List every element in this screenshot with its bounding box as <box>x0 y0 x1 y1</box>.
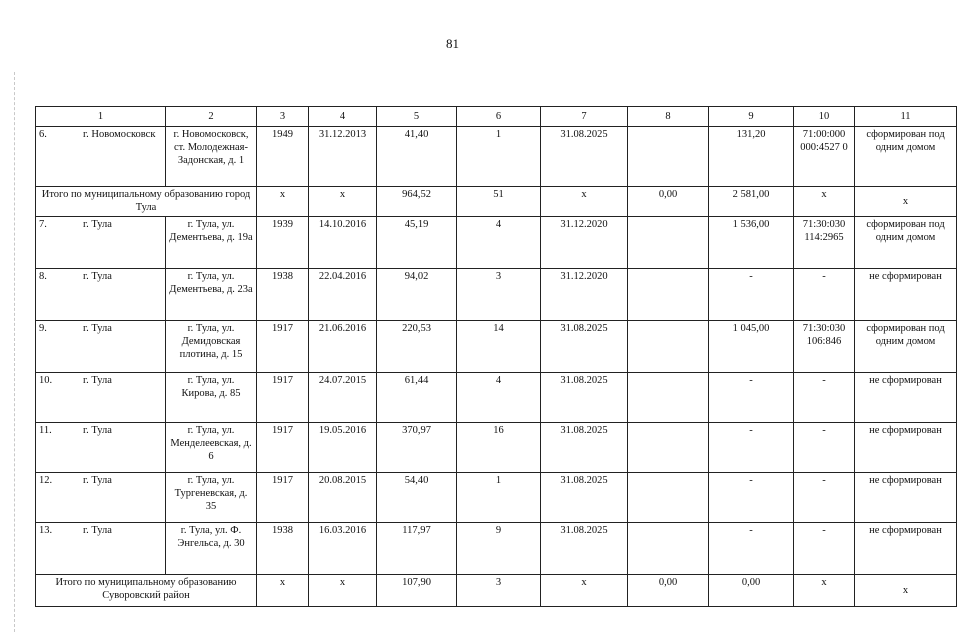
row-number: 8. <box>39 271 47 282</box>
residents-cell: 3 <box>457 269 541 321</box>
year-cell: 1917 <box>257 321 309 373</box>
cadastral-number-cell: - <box>794 423 855 473</box>
year-cell: 1939 <box>257 217 309 269</box>
deadline-cell: 31.08.2025 <box>541 523 628 575</box>
year-cell: 1938 <box>257 523 309 575</box>
year-cell: 1917 <box>257 373 309 423</box>
total-row <box>36 187 957 217</box>
deadline-cell: 31.08.2025 <box>541 127 628 187</box>
address-cell: г. Тула, ул. Менделеевская, д. 6 <box>166 423 257 473</box>
cadastral-number-cell: 71:30:030 106:846 <box>794 321 855 373</box>
housing-register-table <box>35 106 957 607</box>
year-cell: x <box>257 575 309 607</box>
residents-cell: 1 <box>457 127 541 187</box>
municipality-name: г. Тула <box>83 475 112 486</box>
area-cell: 220,53 <box>377 321 457 373</box>
status-cell: не сформирован <box>855 269 957 321</box>
cadastral-number-cell: x <box>794 187 855 217</box>
table-row <box>36 523 957 575</box>
year-cell: 1917 <box>257 473 309 523</box>
column-8-cell <box>628 373 709 423</box>
table-row <box>36 321 957 373</box>
area-cell: 964,52 <box>377 187 457 217</box>
column-9-cell: - <box>709 473 794 523</box>
table-row <box>36 269 957 321</box>
status-cell: не сформирован <box>855 373 957 423</box>
row-number-and-municipality <box>36 269 166 321</box>
residents-cell: 14 <box>457 321 541 373</box>
column-8-cell: 0,00 <box>628 187 709 217</box>
row-number: 11. <box>39 425 52 436</box>
address-cell: г. Новомосковск, ст. Молодежная-Задонская, д. 1 <box>166 127 257 187</box>
residents-cell: 1 <box>457 473 541 523</box>
row-number: 6. <box>39 129 47 140</box>
total-row <box>36 575 957 607</box>
date-cell: 16.03.2016 <box>309 523 377 575</box>
column-9-cell: 1 536,00 <box>709 217 794 269</box>
column-8-cell <box>628 523 709 575</box>
status-cell: не сформирован <box>855 423 957 473</box>
address-cell: г. Тула, ул. Дементьева, д. 19а <box>166 217 257 269</box>
column-header: 2 <box>166 107 257 127</box>
row-number: 7. <box>39 219 47 230</box>
page-number: 81 <box>446 36 459 51</box>
cadastral-number-cell: 71:00:000 000:4527 0 <box>794 127 855 187</box>
area-cell: 117,97 <box>377 523 457 575</box>
municipality-name: г. Тула <box>83 219 112 230</box>
address-cell: г. Тула, ул. Тургеневская, д. 35 <box>166 473 257 523</box>
residents-cell: 4 <box>457 217 541 269</box>
column-header: 5 <box>377 107 457 127</box>
status-cell: x <box>855 187 957 217</box>
column-9-cell: - <box>709 373 794 423</box>
cadastral-number-cell: - <box>794 373 855 423</box>
status-cell: сформирован под одним домом <box>855 127 957 187</box>
residents-cell: 4 <box>457 373 541 423</box>
cadastral-number-cell: 71:30:030 114:2965 <box>794 217 855 269</box>
deadline-cell: 31.08.2025 <box>541 423 628 473</box>
row-number-and-municipality <box>36 473 166 523</box>
column-9-cell: 0,00 <box>709 575 794 607</box>
date-cell: 20.08.2015 <box>309 473 377 523</box>
year-cell: 1938 <box>257 269 309 321</box>
year-cell: 1917 <box>257 423 309 473</box>
row-number: 12. <box>39 475 53 486</box>
column-8-cell: 0,00 <box>628 575 709 607</box>
column-header: 1 <box>36 107 166 127</box>
residents-cell: 3 <box>457 575 541 607</box>
column-8-cell <box>628 473 709 523</box>
column-header: 7 <box>541 107 628 127</box>
table-row <box>36 423 957 473</box>
deadline-cell: x <box>541 187 628 217</box>
table-row <box>36 127 957 187</box>
column-9-cell: 131,20 <box>709 127 794 187</box>
area-cell: 370,97 <box>377 423 457 473</box>
deadline-cell: 31.08.2025 <box>541 321 628 373</box>
area-cell: 41,40 <box>377 127 457 187</box>
cadastral-number-cell: - <box>794 473 855 523</box>
row-number-and-municipality <box>36 217 166 269</box>
address-cell: г. Тула, ул. Дементьева, д. 23а <box>166 269 257 321</box>
column-header: 11 <box>855 107 957 127</box>
row-number: 9. <box>39 323 47 334</box>
status-cell: сформирован под одним домом <box>855 321 957 373</box>
year-cell: 1949 <box>257 127 309 187</box>
year-cell: x <box>257 187 309 217</box>
area-cell: 45,19 <box>377 217 457 269</box>
column-8-cell <box>628 423 709 473</box>
cadastral-number-cell: x <box>794 575 855 607</box>
area-cell: 94,02 <box>377 269 457 321</box>
table-row <box>36 373 957 423</box>
area-cell: 61,44 <box>377 373 457 423</box>
date-cell: 21.06.2016 <box>309 321 377 373</box>
municipality-name: г. Тула <box>83 271 112 282</box>
deadline-cell: x <box>541 575 628 607</box>
table-row <box>36 473 957 523</box>
column-header: 6 <box>457 107 541 127</box>
date-cell: x <box>309 575 377 607</box>
column-number-row <box>36 107 957 127</box>
column-9-cell: 2 581,00 <box>709 187 794 217</box>
column-8-cell <box>628 217 709 269</box>
column-9-cell: - <box>709 423 794 473</box>
deadline-cell: 31.08.2025 <box>541 473 628 523</box>
margin-scan-marks <box>14 72 16 632</box>
address-cell: г. Тула, ул. Ф. Энгельса, д. 30 <box>166 523 257 575</box>
municipality-name: г. Тула <box>83 525 112 536</box>
column-header: 9 <box>709 107 794 127</box>
row-number: 10. <box>39 375 53 386</box>
column-header: 8 <box>628 107 709 127</box>
deadline-cell: 31.08.2025 <box>541 373 628 423</box>
date-cell: 31.12.2013 <box>309 127 377 187</box>
row-number-and-municipality <box>36 127 166 187</box>
municipality-name: г. Тула <box>83 375 112 386</box>
table-row <box>36 217 957 269</box>
municipality-name: г. Тула <box>83 425 112 436</box>
column-9-cell: 1 045,00 <box>709 321 794 373</box>
deadline-cell: 31.12.2020 <box>541 217 628 269</box>
date-cell: 14.10.2016 <box>309 217 377 269</box>
column-header: 10 <box>794 107 855 127</box>
residents-cell: 51 <box>457 187 541 217</box>
area-cell: 54,40 <box>377 473 457 523</box>
row-number-and-municipality <box>36 373 166 423</box>
column-9-cell: - <box>709 523 794 575</box>
column-header: 4 <box>309 107 377 127</box>
status-cell: x <box>855 575 957 607</box>
column-8-cell <box>628 127 709 187</box>
row-number: 13. <box>39 525 53 536</box>
status-cell: не сформирован <box>855 523 957 575</box>
total-label: Итого по муниципальному образованию Суворовский район <box>36 575 257 607</box>
deadline-cell: 31.12.2020 <box>541 269 628 321</box>
address-cell: г. Тула, ул. Демидовская плотина, д. 15 <box>166 321 257 373</box>
residents-cell: 16 <box>457 423 541 473</box>
total-label: Итого по муниципальному образованию город Тула <box>36 187 257 217</box>
area-cell: 107,90 <box>377 575 457 607</box>
column-header: 3 <box>257 107 309 127</box>
date-cell: 24.07.2015 <box>309 373 377 423</box>
row-number-and-municipality <box>36 423 166 473</box>
residents-cell: 9 <box>457 523 541 575</box>
address-cell: г. Тула, ул. Кирова, д. 85 <box>166 373 257 423</box>
status-cell: не сформирован <box>855 473 957 523</box>
status-cell: сформирован под одним домом <box>855 217 957 269</box>
municipality-name: г. Тула <box>83 323 112 334</box>
row-number-and-municipality <box>36 321 166 373</box>
date-cell: x <box>309 187 377 217</box>
municipality-name: г. Новомосковск <box>83 129 156 140</box>
cadastral-number-cell: - <box>794 269 855 321</box>
column-8-cell <box>628 269 709 321</box>
date-cell: 19.05.2016 <box>309 423 377 473</box>
column-9-cell: - <box>709 269 794 321</box>
date-cell: 22.04.2016 <box>309 269 377 321</box>
cadastral-number-cell: - <box>794 523 855 575</box>
row-number-and-municipality <box>36 523 166 575</box>
column-8-cell <box>628 321 709 373</box>
